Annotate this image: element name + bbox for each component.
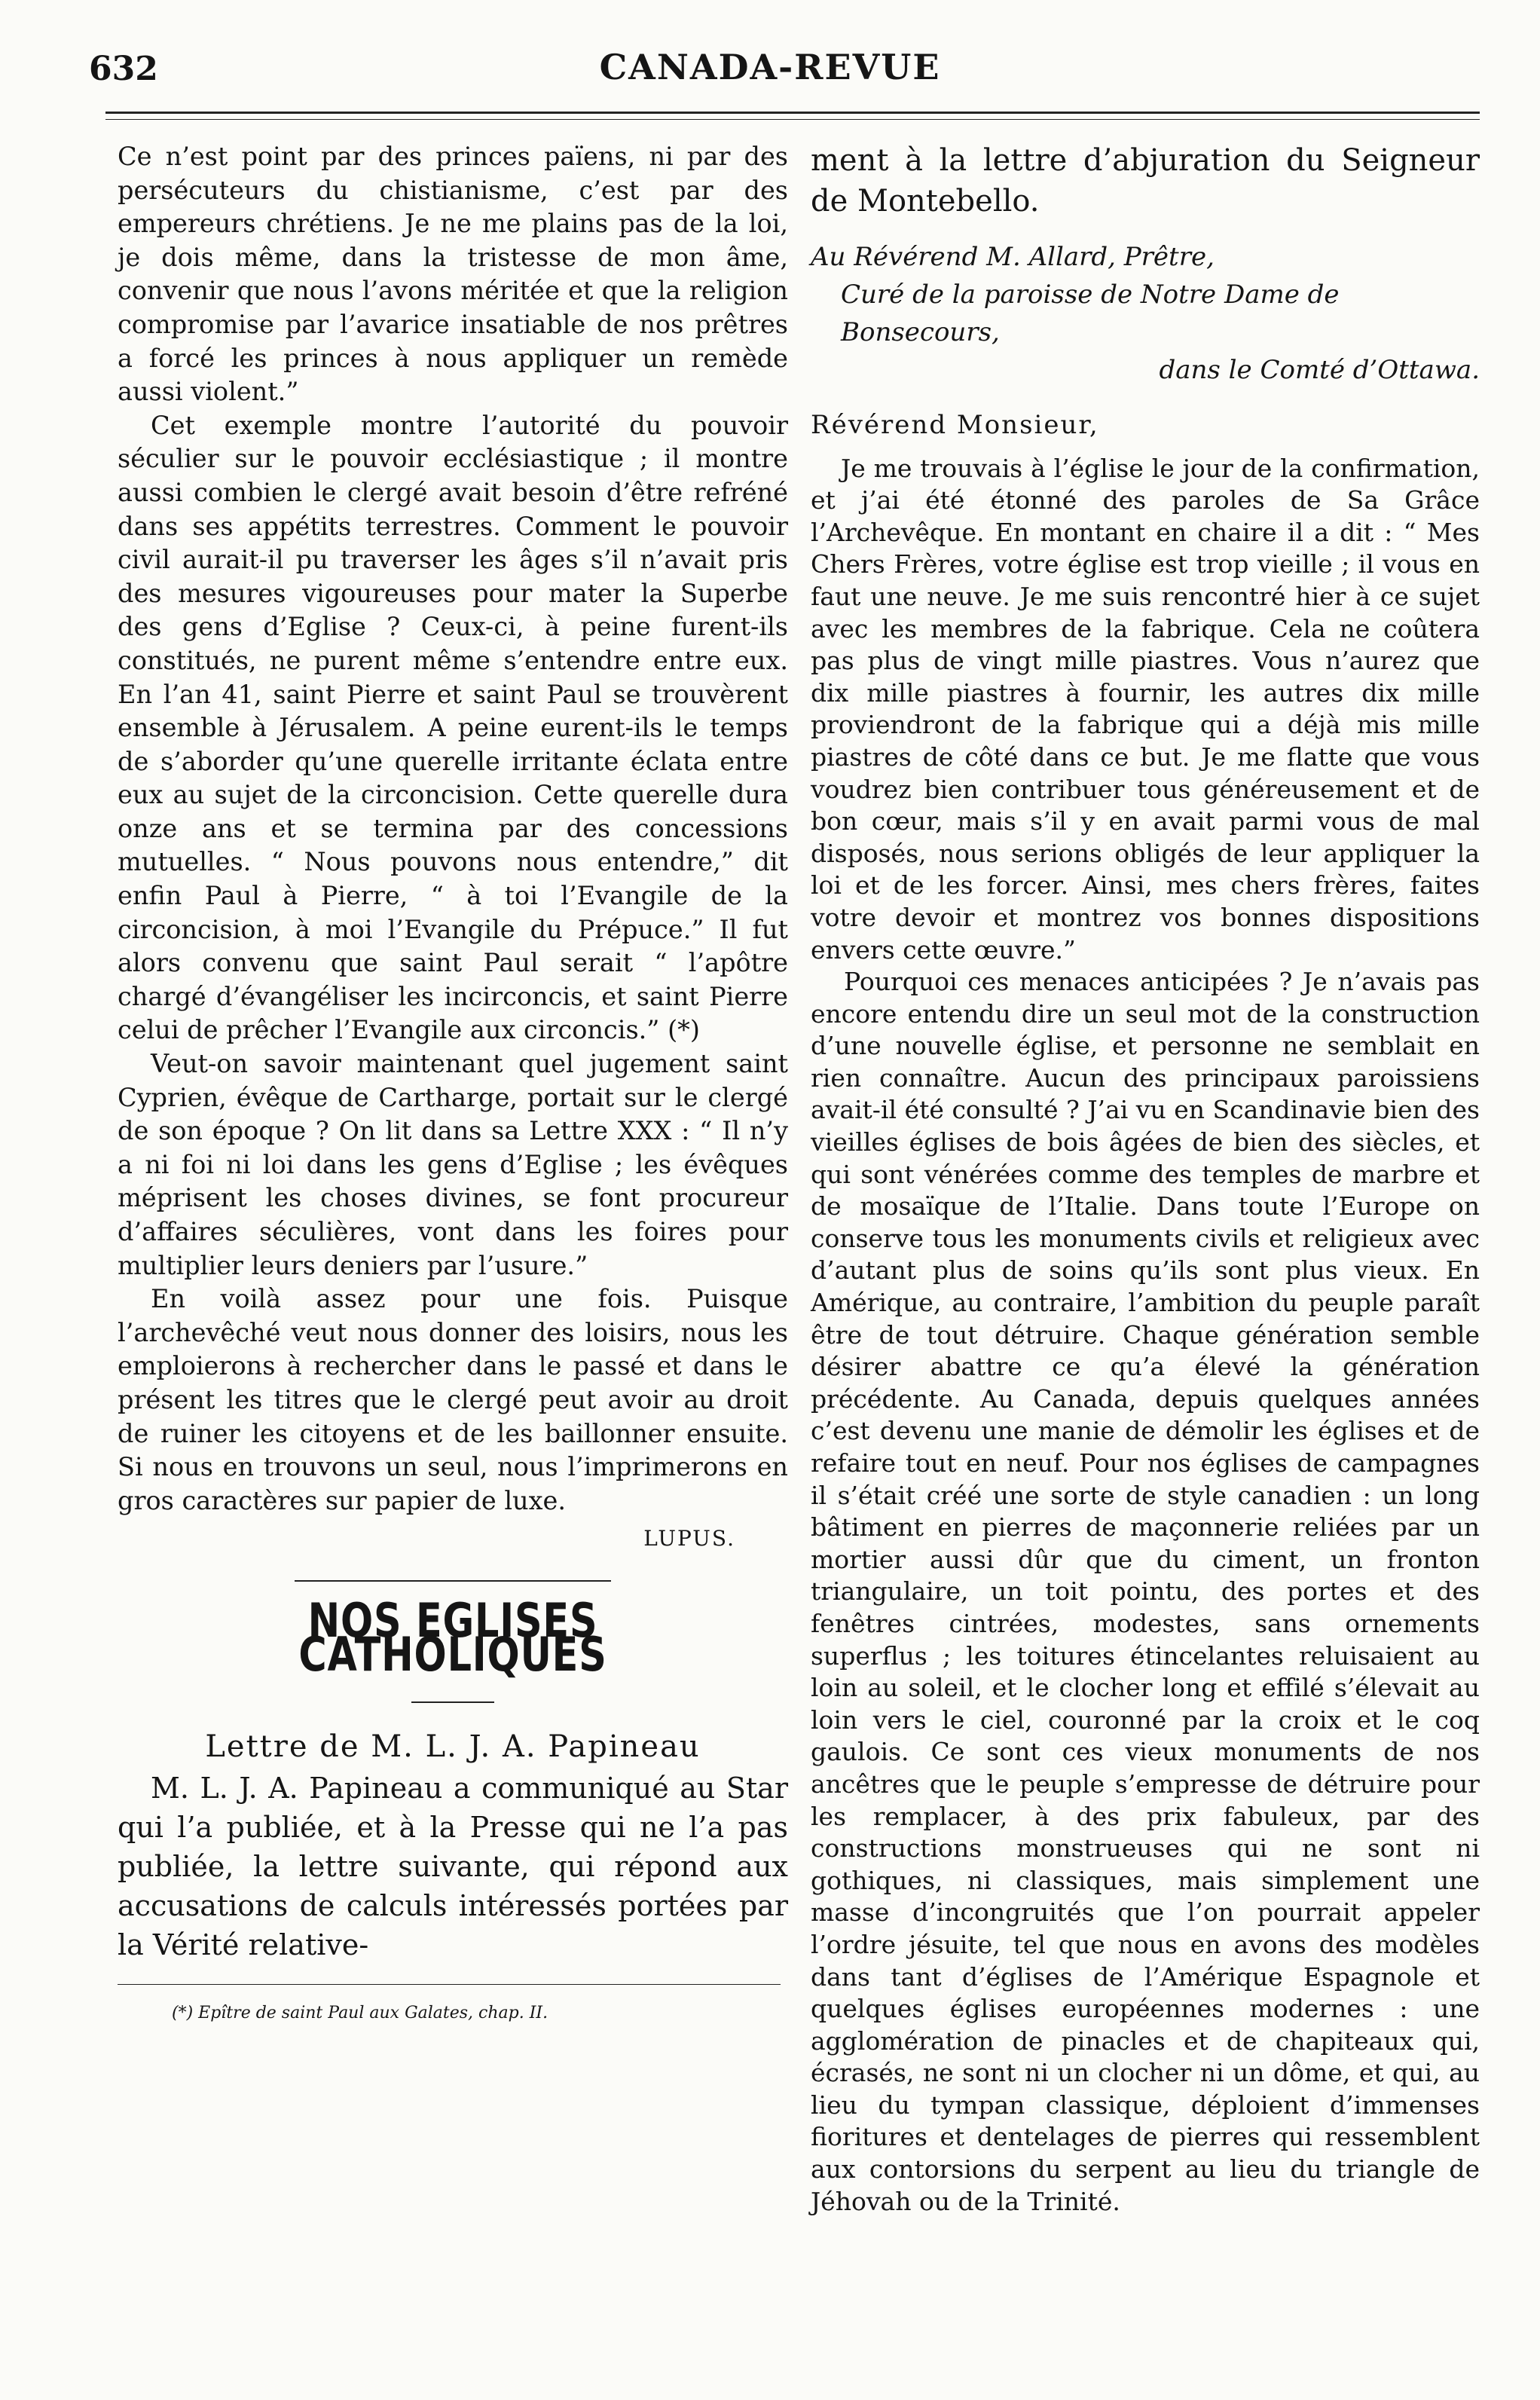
page-header [0,0,1540,128]
footnote-rule [118,1984,781,1985]
signature: LUPUS. [643,1526,735,1552]
right-paragraph-1: Je me trouvais à l’église le jour de la confirmation, et j’ai été étonné des paroles de Sa Grâce l’Archevêque. En montant en chaire il a dit : “ Mes Chers Frères, votre église est trop vieille ; il vous en faut une neuve. Je me suis rencontré hier à ce sujet avec les membres de la fabrique. Cela ne coûtera pas plus de vingt mille piastres. Vous n’aurez que dix mille piastres à fournir, les autres dix mille proviendront de la fabrique qui a déjà mis mille piastres de côté dans ce but. Je me flatte que vous voudrez bien contribuer tous généreusement et de bon cœur, mais s’il y en avait parmi vous de mal disposés, nous serions obligés de leur appliquer la loi et de les forcer. Ainsi, mes chers frères, faites votre devoir et montrez vos bonnes dispositions envers cette œuvre.” [811,453,1480,965]
address-block [811,238,1480,389]
address-line-3: dans le Comté d’Ottawa. [1159,355,1480,385]
header-rule-thin [105,119,1480,120]
section-divider [295,1580,611,1582]
running-title: CANADA-REVUE [599,47,941,87]
right-paragraph-2: Pourquoi ces menaces anticipées ? Je n’avais pas encore entendu dire un seul mot de la construction d’une nouvelle église, et personne ne semblait en rien connaître. Aucun des principaux paroissiens avait-il été consulté ? J’ai vu en Scandinavie bien des vieilles églises de bois âgées de bien des siècles, et qui sont vénérées comme des temples de marbre et de mosaïque de l’Italie. Dans toute l’Europe on conserve tous les monuments civils et religieux avec d’autant plus de soins qu’ils sont plus vieux. En Amérique, au contraire, l’ambition du peuple paraît être de tout détruire. Chaque génération semble désirer abattre ce qu’a élevé la génération précédente. Au Canada, depuis quelques années c’est devenu une manie de démolir les églises et de refaire tout en neuf. Pour nos églises de campagnes il s’était créé une sorte de style canadien : un long bâtiment en pierres de maçonnerie reliées par un mortier aussi dûr que du ciment, un fronton triangulaire, un toit pointu, des portes et des fenêtres cintrées, modestes, sans ornements superflus ; les toitures étincelantes reluisaient au loin au soleil, et le clocher long et effilé s’élevait au loin vers le ciel, couronné par la croix et le coq gaulois. Ce sont ces vieux monuments de nos ancêtres que le peuple s’empresse de détruire pour les remplacer, à des prix fabuleux, par des constructions monstrueuses qui ne sont ni gothiques, ni classiques, mais simplement une masse d’incongruités que l’on pourrait appeler l’ordre jésuite, tel que nous en avons des modèles dans tant d’églises de l’Amérique Espagnole et quelques églises européennes modernes : une agglomération de pinacles et de chapiteaux qui, écrasés, ne sont ni un clocher ni un dôme, et qui, au lieu du tympan classique, déploient d’immenses fioritures et dentelages de pierres qui ressemblent aux contorsions du serpent au lieu du triangle de Jéhovah ou de la Trinité. [811,967,1480,2216]
left-paragraph-4: En voilà assez pour une fois. Puisque l’archevêché veut nous donner des loisirs, nous les emploierons à rechercher dans le passé et dans le présent les titres que le clergé peut avoir au droit de ruiner les citoyens et de les baillonner ensuite. Si nous en trouvons un seul, nous l’imprimerons en gros caractères sur papier de luxe. [118,1284,788,1515]
header-rule [105,112,1480,114]
section-title: NOS EGLISES CATHOLIQUES [298,1592,607,1682]
address-line-2: Curé de la paroisse de Notre Dame de Bonsecours, [841,280,1340,347]
left-column [118,140,788,2030]
left-paragraph-3: Veut-on savoir maintenant quel jugement saint Cyprien, évêque de Cartharge, portait sur le clergé de son époque ? On lit dans sa Lettre XXX : “ Il n’y a ni foi ni loi dans les gens d’Eglise ; les évêques méprisent les choses divines, se font procureur d’affaires séculières, vont dans les foires pour multiplier leurs deniers par l’usure.” [118,1049,788,1280]
left-paragraph-1: Ce n’est point par des princes païens, ni par des persécuteurs du chistianisme, c’est par des empereurs chrétiens. Je ne me plains pas de la loi, je dois même, dans la tristesse de mon âme, convenir que nous l’avons méritée et que la religion compromise par l’avarice insatiable de nos prêtres a forcé les princes à nous appliquer un remède aussi violent.” [118,142,788,407]
intro-block [118,1769,788,1964]
title-divider [411,1701,494,1703]
letter-subtitle: Lettre de M. L. J. A. Papineau [205,1729,701,1765]
right-lead: ment à la lettre d’abjuration du Seigneur de Montebello. [811,143,1480,219]
address-line-1: Au Révérend M. Allard, Prêtre, [811,242,1215,272]
footnote: (*) Epître de saint Paul aux Galates, chap. II. [172,2003,548,2022]
intro-paragraph: M. L. J. A. Papineau a communiqué au Star qui l’a publiée, et à la Presse qui ne l’a pas publiée, la lettre suivante, qui répond aux accusations de calculs intéressés portées par la Vérité relative- [118,1771,788,1961]
left-paragraph-2: Cet exemple montre l’autorité du pouvoir séculier sur le pouvoir ecclésiastique ; il montre aussi combien le clergé avait besoin d’être refréné dans ses appétits terrestres. Comment le pouvoir civil aurait-il pu traverser les âges s’il n’avait pris des mesures vigoureuses pour mater la Superbe des gens d’Eglise ? Ceux-ci, à peine furent-ils constitués, ne purent même s’entendre entre eux. En l’an 41, saint Pierre et saint Paul se trouvèrent ensemble à Jérusalem. A peine eurent-ils le temps de s’aborder qu’une querelle irritante éclata entre eux au sujet de la circoncision. Cette querelle dura onze ans et se termina par des concessions mutuelles. “ Nous pouvons nous entendre,” dit enfin Paul à Pierre, “ à toi l’Evangile de la circoncision, à moi l’Evangile du Prépuce.” Il fut alors convenu que saint Paul serait “ l’apôtre chargé d’évangéliser les incirconcis, et saint Pierre celui de prêcher l’Evangile aux circoncis.” (*) [118,410,788,1045]
salutation: Révérend Monsieur, [811,410,1099,440]
page-number: 632 [89,50,158,88]
right-column [811,140,1480,2218]
